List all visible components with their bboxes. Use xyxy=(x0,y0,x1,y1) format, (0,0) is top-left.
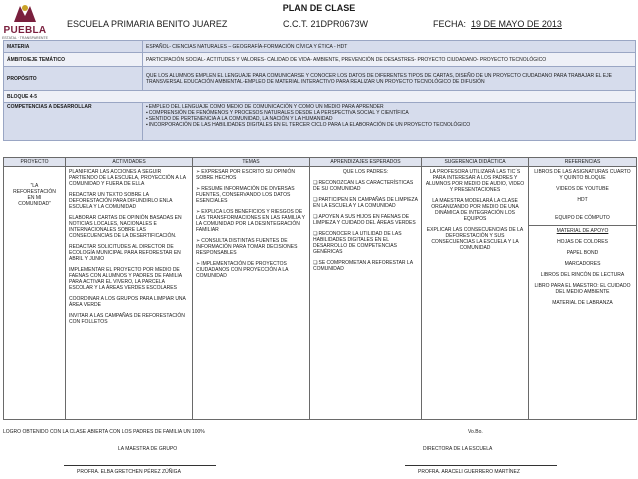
bloque-label: BLOQUE 4-5 xyxy=(4,91,636,103)
table-header-row xyxy=(4,158,637,167)
logo-word: PUEBLA xyxy=(3,25,47,36)
proyecto-cell xyxy=(4,167,66,420)
tema-item: ➢ RESUME INFORMACIÓN DE DIVERSAS FUENTES, CONSERVANDO LOS DATOS ESENCIALES xyxy=(196,186,306,204)
vobo-label: Vo.Bo. xyxy=(468,429,483,435)
materia-label: MATERIA xyxy=(4,41,143,53)
sugerencia-cell xyxy=(422,167,529,420)
competencias-list xyxy=(146,104,632,128)
directora-name: PROFRA. ARACELI GUERRERO MARTÍNEZ xyxy=(418,469,520,475)
proposito-value: QUE LOS ALUMNOS EMPLEN EL LENGUAJE PARA COMUNICARSE Y CONOCER LOS DATOS DE DIFERENTES TIPOS DE CARTAS, DISEÑO DE UN PROYECTO CIUDADANO PARA TRABAJAR EL EJE TRANSVERSAL EDUCACIÓN AMBIENTAL-EMPLEO DE MATERIAL INTERACTIVO PARA REALIZAR UN PROYECTO TECNOLÓGICO DE DIFUSIÓN xyxy=(143,67,636,91)
actividad-item: COORDINAR A LOS GRUPOS PARA LIMPIAR UNA ÁREA VERDE xyxy=(69,296,186,308)
maestra-name: PROFRA. ELBA GRETCHEN PÉREZ ZÚÑIGA xyxy=(77,469,181,475)
competencias-label: COMPETENCIAS A DESARROLLAR xyxy=(4,103,143,141)
material-header: MATERIAL DE APOYO xyxy=(556,228,609,234)
logro-text: LOGRO OBTENIDO CON LA CLASE ABIERTA CON LOS PADRES DE FAMILIA UN 100% xyxy=(3,429,205,435)
table-row xyxy=(4,167,637,420)
materia-value: ESPAÑOL- CIENCIAS NATURALES – GEOGRAFÍA-FORMACIÓN CÍVICA Y ÉTICA - HDT xyxy=(143,41,636,53)
aprendizaje-item: ❏ APOYEN A SUS HIJOS EN FAENAS DE LIMPIEZA Y CUIDADO DEL ÁREAS VERDES xyxy=(313,214,418,226)
actividad-item: INVITAR A LAS CAMPAÑAS DE REFORESTACIÓN CON FOLLETOS xyxy=(69,313,185,325)
material-item: LIBROS DEL RINCÓN DE LECTURA xyxy=(540,272,625,278)
actividad-item: IMPLEMENTAR EL PROYECTO POR MEDIO DE FAENAS CON ALUMNOS Y PADRES DE FAMILIA PARA ACTIVAR EL VIVERO, LA PARCELA ESCOLAR Y LA ÁREAS VERDES ESCOLARES xyxy=(69,267,182,291)
material-item: LIBRO PARA EL MAESTRO: EL CUIDADO DEL MEDIO AMBIENTE xyxy=(534,283,631,295)
sugerencia-item: EXPLICAR LAS CONSECUENCIAS DE LA DEFORESTACIÓN Y SUS CONSECUENCIAS LA ESCUELA Y LA COMUNIDAD xyxy=(426,227,524,251)
material-item: PAPEL BOND xyxy=(566,250,599,256)
aprendizaje-item: ❏ RECONOZCAN LAS CARACTERÍSTICAS DE SU COMUNIDAD xyxy=(313,180,418,192)
ambito-value: PARTICIPACIÓN SOCIAL- ACTITUDES Y VALORES- CALIDAD DE VIDA- AMBIENTE, PREVENCIÓN DE DESASTRES- PROYECTO CIUDADANO- PROYECTO TECNOLÓGICO xyxy=(143,53,636,67)
referencia-item: EQUIPO DE CÓMPUTO xyxy=(555,215,610,221)
maestra-signature-line xyxy=(64,465,216,466)
referencia-item: LIBROS DE LAS ASIGNATURAS CUARTO Y QUINTO BLOQUE xyxy=(534,169,631,181)
material-item: HOJAS DE COLORES xyxy=(557,239,608,245)
material-section xyxy=(529,225,636,313)
school-name: ESCUELA PRIMARIA BENITO JUAREZ xyxy=(67,19,228,29)
sugerencia-item: LA PROFESORA UTILIZARÁ LAS TIC´S PARA INTERESAR A LOS PADRES Y ALUMNOS POR MEDIO DE AUDIO, VIDEO Y PRESENTACIONES xyxy=(425,169,525,193)
ambito-label: ÁMBITO/EJE TEMÁTICO xyxy=(4,53,143,67)
plan-main-table xyxy=(3,157,637,420)
competencia-item: ▪ INCORPORACIÓN DE LAS HABILIDADES DIGITALES EN EL TERCER CICLO PARA LA ELABORACIÓN DE UN PROYECTO TECNOLÓGICO xyxy=(146,122,632,128)
header-aprendizajes: APRENDIZAJES ESPERADOS xyxy=(310,158,422,167)
aprendizajes-header: QUE LOS PADRES: xyxy=(342,169,389,175)
aprendizaje-item: ❏ PARTICIPEN EN CAMPAÑAS DE LIMPIEZA EN LA ESCUELA Y LA COMUNIDAD xyxy=(313,197,418,209)
referencia-item: HDT xyxy=(577,197,588,203)
plan-metadata-table xyxy=(3,40,636,141)
tema-item: ➢ EXPRESAR POR ESCRITO SU OPINIÓN SOBRE HECHOS xyxy=(196,169,306,181)
proyecto-line: “LA xyxy=(30,183,39,189)
header-sugerencia: SUGERENCIA DIDÁCTICA xyxy=(422,158,529,167)
actividad-item: ELABORAR CARTAS DE OPINIÓN BASADAS EN NOTICIAS LOCALES, NACIONALES E INTERNACIONALES SOBRE LAS CONSECUENCIAS DE LA DESERTIFICACIÓN. xyxy=(69,215,182,239)
header-actividades: ACTIVIDADES xyxy=(66,158,193,167)
date-field xyxy=(433,19,562,29)
competencia-item: ▪ SENTIDO DE PERTENENCIA A LA COMUNIDAD, LA NACIÓN Y LA HUMANIDAD xyxy=(146,116,632,122)
actividad-item: REDACTAR UN TEXTO SOBRE LA DEFORESTACIÓN PARA DIFUNDIRLO ENLA ESCUELA Y LA COMUNIDAD xyxy=(69,192,173,210)
actividad-item: PLANIFICAR LAS ACCIONES A SEGUIR PARTIENDO DE LA ESCUELA, PROYECCIÓN A LA COMUNIDAD Y FUERA DE ELLA xyxy=(69,169,186,187)
proposito-label: PROPÓSITO xyxy=(4,67,143,91)
directora-signature-line xyxy=(405,465,557,466)
competencia-item: ▪ COMPRENSIÓN DE FENÓMENOS Y PROCESOS NATURALES DESDE LA PERSPECTIVA SOCIAL Y CIENTÍFICA xyxy=(146,110,632,116)
actividades-cell xyxy=(66,167,193,420)
header-proyecto: PROYECTO xyxy=(4,158,66,167)
logo-tagline: ESTATAL · TRANSPARENTE xyxy=(2,36,48,40)
directora-label: DIRECTORA DE LA ESCUELA xyxy=(423,446,493,452)
tema-item: ➢ EXPLICA LOS BENEFICIOS Y RIESGOS DE LAS TRANSFORMACIONES EN LAS FAMILIA Y LA COMUNIDAD POR LA DESINTEGRACIÓN FAMILIAR xyxy=(196,209,306,233)
aprendizajes-cell xyxy=(310,167,422,420)
tema-item: ➢ IMPLEMENTACIÓN DE PROYECTOS CIUDADANOS CON PROYECCIÓN A LA COMUNIDAD xyxy=(196,261,306,279)
proyecto-line: EN MI xyxy=(27,195,42,201)
aprendizaje-item: ❏ RECONOCER LA UTILIDAD DE LAS HABILIDADES DIGITALES EN EL DESARROLLO DE COMPETENCIAS GENÉRICAS xyxy=(313,231,418,255)
aprendizaje-item: ❏ SE COMPROMETAN A REFORESTAR LA COMUNIDAD xyxy=(313,260,418,272)
competencias-value xyxy=(143,103,636,141)
proyecto-line: REFORESTACIÓN xyxy=(13,189,56,195)
material-item: MATERIAL DE LABRANZA xyxy=(552,300,613,306)
competencia-item: ▪ EMPLEO DEL LENGUAJE COMO MEDIO DE COMUNICACIÓN Y COMO UN MEDIO PARA APRENDER xyxy=(146,104,632,110)
proyecto-line: COMUNIDAD” xyxy=(18,201,51,207)
sugerencia-item: LA MAESTRA MODELARÁ LA CLASE ORGANIZANDO POR MEDIO DE UNA DINÁMICA DE INTEGRACIÓN LOS EQUIPOS xyxy=(431,198,519,222)
page-title: PLAN DE CLASE xyxy=(282,3,356,13)
temas-cell xyxy=(193,167,310,420)
school-cct: C.C.T. 21DPR0673W xyxy=(283,19,369,29)
tema-item: ➢ CONSULTA DISTINTAS FUENTES DE INFORMACIÓN PARA TOMAR DECISIONES RESPONSABLES xyxy=(196,238,306,256)
referencias-cell xyxy=(529,167,637,420)
date-value: 19 DE MAYO DE 2013 xyxy=(471,19,562,29)
referencia-item: VIDEOS DE YOUTUBE xyxy=(556,186,609,192)
header-referencias: REFERENCIAS xyxy=(529,158,637,167)
date-label: FECHA: xyxy=(433,19,467,29)
maestra-label: LA MAESTRA DE GRUPO xyxy=(118,446,178,452)
material-item: MARCADORES xyxy=(564,261,601,267)
header-temas: TEMAS xyxy=(193,158,310,167)
actividad-item: REDACTAR SOLICITUDES AL DIRECTOR DE ECOLOGÍA MUNICIPAL PARA REFORESTAR EN ABRIL Y JUNIO xyxy=(69,244,181,262)
